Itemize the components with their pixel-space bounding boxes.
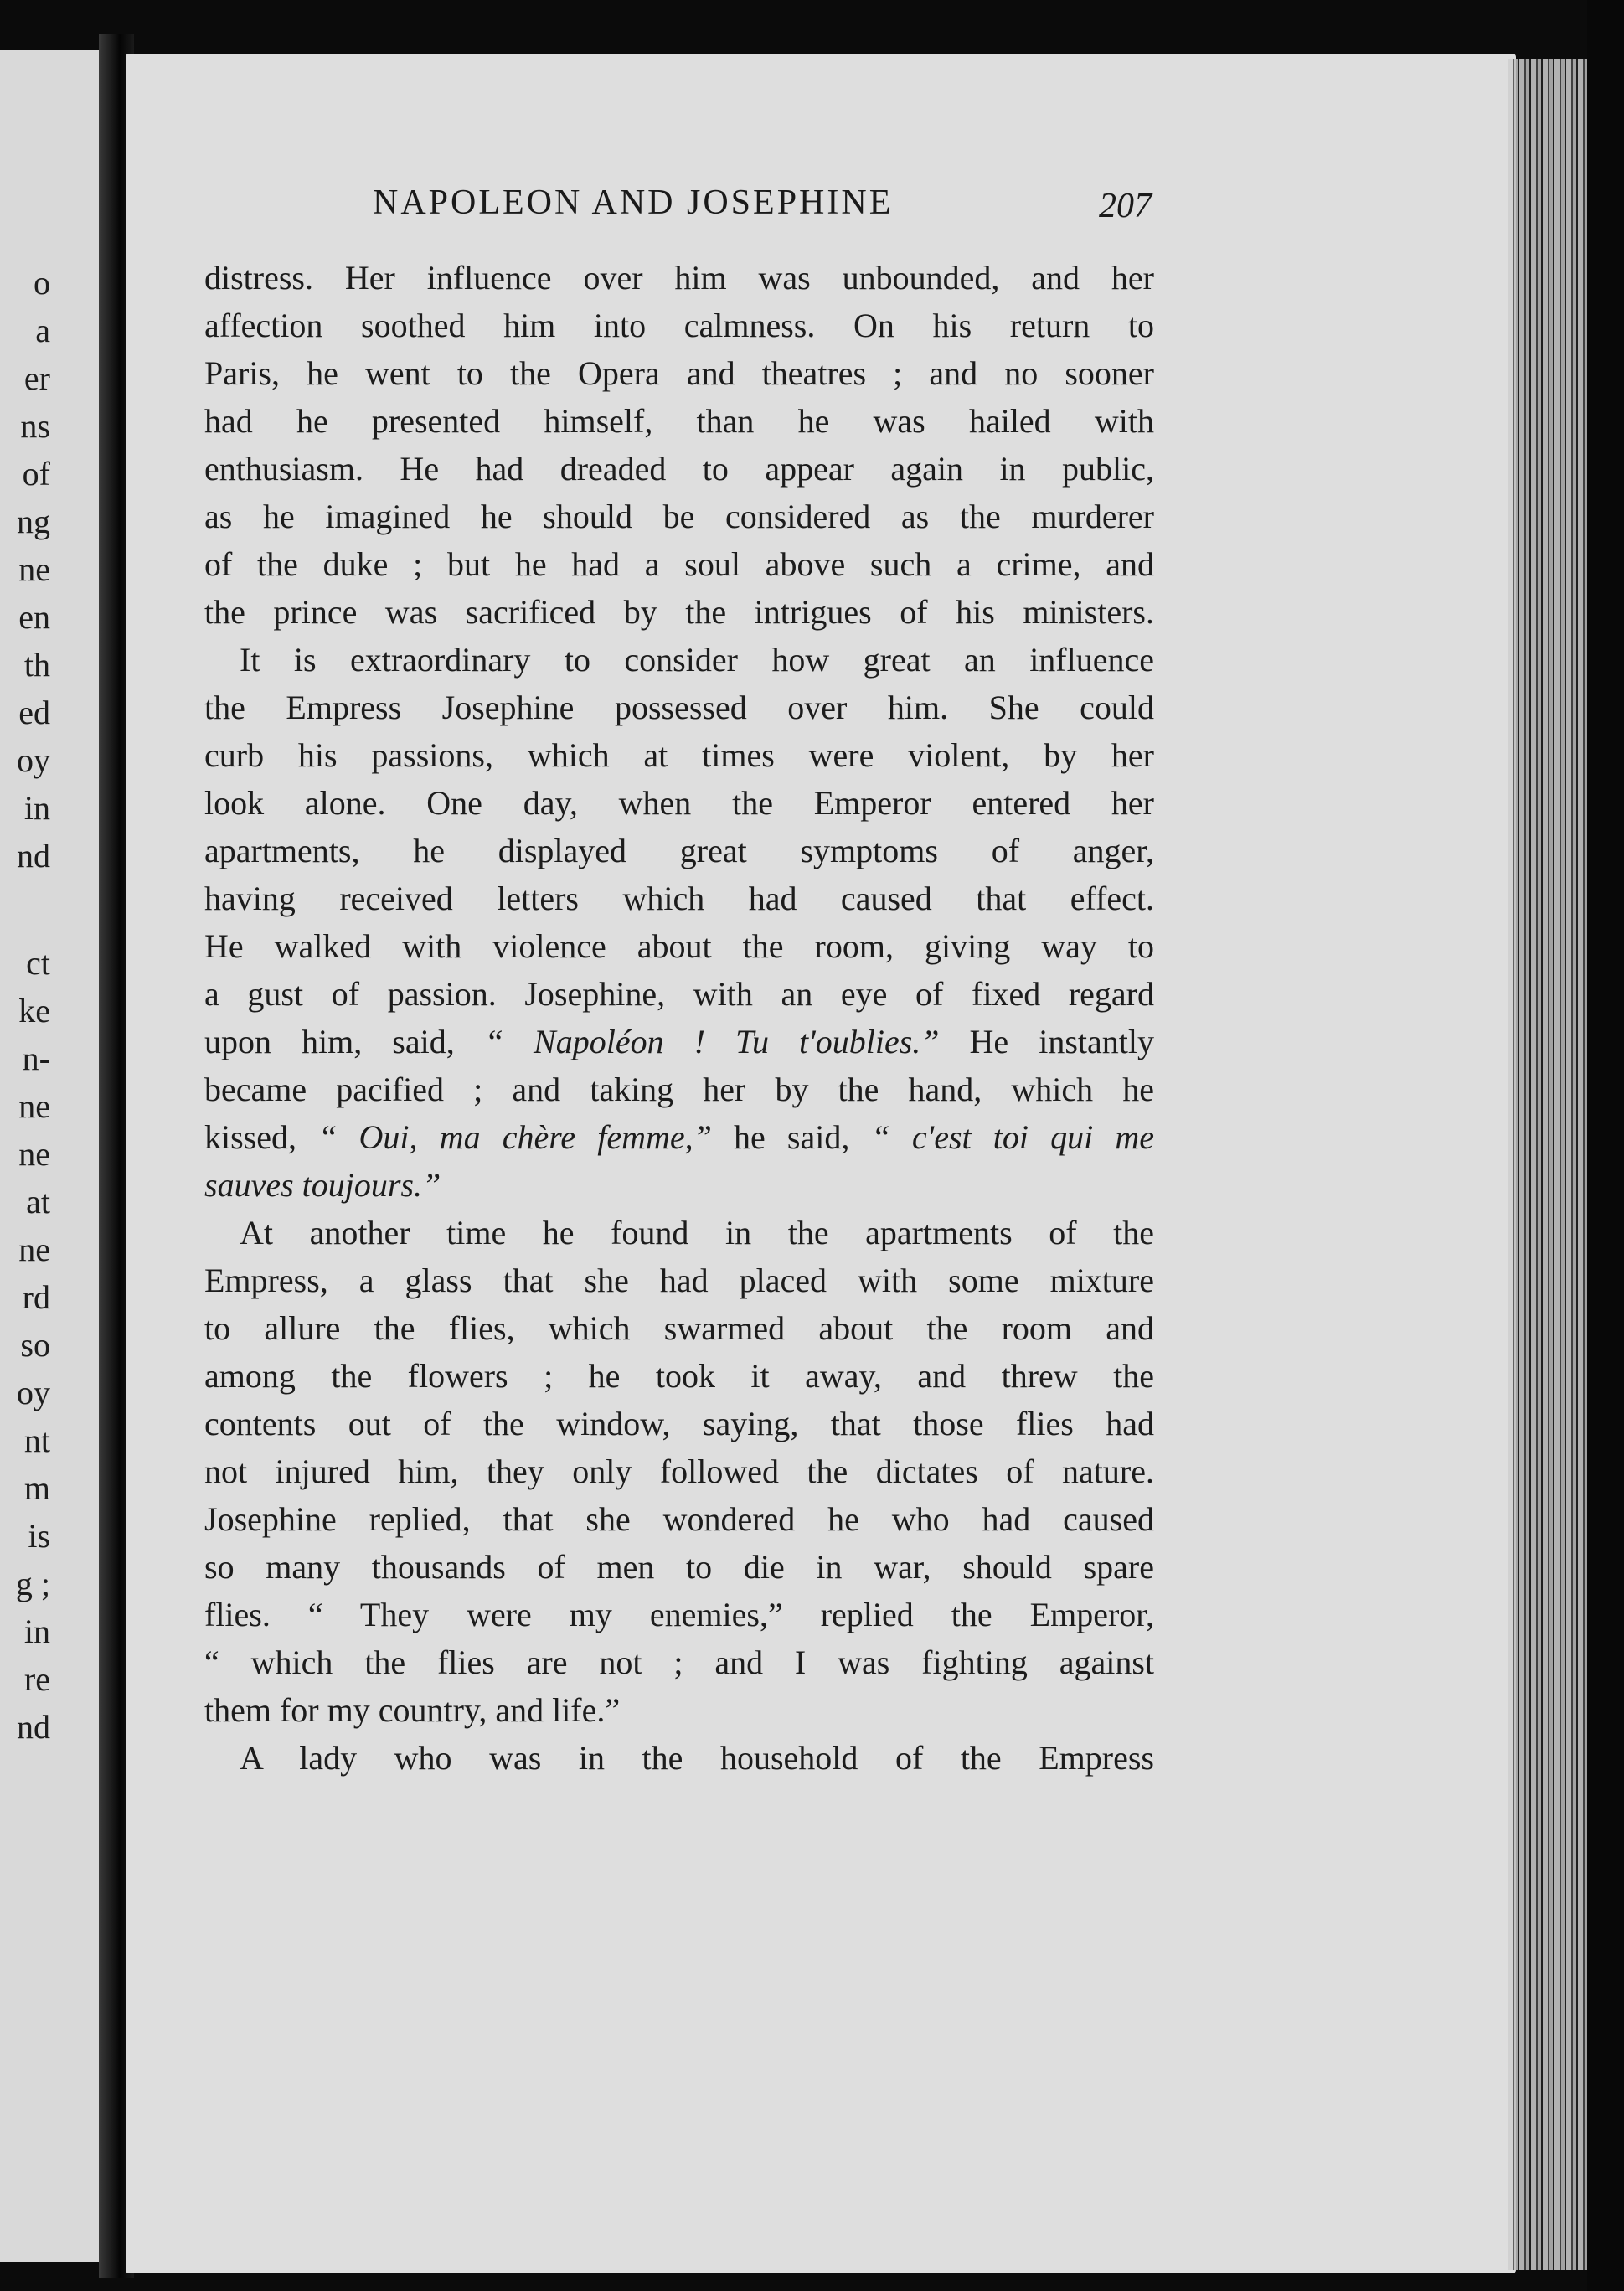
italic-quote: “ Oui, ma chère femme,” bbox=[318, 1118, 712, 1156]
fragment: en bbox=[18, 598, 50, 636]
text-line: the Empress Josephine possessed over him. She could bbox=[204, 689, 1154, 726]
text-line-mixed bbox=[204, 1018, 1154, 1066]
text-line: Josephine replied, that she wondered he who had caused bbox=[204, 1500, 1154, 1538]
text-line: to allure the flies, which swarmed about the room and bbox=[204, 1309, 1154, 1347]
italic-quote: “ Napoléon ! Tu t'oublies.” bbox=[484, 1023, 940, 1060]
text-line: a gust of passion. Josephine, with an eye of fixed regard bbox=[204, 975, 1154, 1013]
text-line: contents out of the window, saying, that those flies had bbox=[204, 1405, 1154, 1442]
italic-quote: sauves toujours.” bbox=[204, 1166, 441, 1204]
fragment: is bbox=[28, 1517, 50, 1555]
fragment: ed bbox=[18, 694, 50, 731]
text-line: having received letters which had caused that effect. bbox=[204, 880, 1154, 917]
text-fragment: he said, bbox=[734, 1118, 850, 1156]
text-line: “ which the flies are not ; and I was fighting against bbox=[204, 1643, 1154, 1681]
running-title: NAPOLEON AND JOSEPHINE bbox=[373, 183, 894, 222]
text-line-mixed bbox=[204, 1113, 1154, 1161]
fragment: a bbox=[35, 312, 50, 349]
italic-quote: “ c'est toi qui me bbox=[871, 1118, 1155, 1156]
text-line bbox=[204, 1161, 1154, 1209]
text-line: apartments, he displayed great symptoms of anger, bbox=[204, 832, 1154, 869]
fragment: ct bbox=[26, 944, 50, 982]
text-line: as he imagined he should be considered as the murderer bbox=[204, 498, 1154, 535]
text-line: Paris, he went to the Opera and theatres ; and no sooner bbox=[204, 354, 1154, 392]
text-line: among the flowers ; he took it away, and threw the bbox=[204, 1357, 1154, 1395]
fragment: o bbox=[34, 264, 50, 302]
text-line: of the duke ; but he had a soul above such a crime, and bbox=[204, 545, 1154, 583]
text-line: affection soothed him into calmness. On his return to bbox=[204, 307, 1154, 344]
fragment: in bbox=[23, 1612, 50, 1650]
fragment: g ; bbox=[15, 1565, 50, 1602]
fragment: m bbox=[23, 1469, 50, 1507]
fragment: oy bbox=[17, 741, 50, 779]
text-line: look alone. One day, when the Emperor entered her bbox=[204, 784, 1154, 822]
page-edges bbox=[1508, 59, 1600, 2270]
text-line: them for my country, and life.” bbox=[204, 1691, 621, 1729]
text-line: A lady who was in the household of the Empress bbox=[240, 1739, 1154, 1777]
page-number: 207 bbox=[1099, 187, 1152, 225]
fragment: oy bbox=[17, 1374, 50, 1411]
fragment: nt bbox=[23, 1422, 50, 1459]
text-fragment: He instantly bbox=[969, 1023, 1154, 1060]
text-line: At another time he found in the apartments of the bbox=[240, 1214, 1154, 1251]
fragment: th bbox=[23, 646, 50, 684]
fragment: of bbox=[22, 455, 50, 493]
text-fragment: kissed, bbox=[204, 1118, 296, 1156]
background-edge bbox=[1587, 0, 1624, 2291]
text-line: distress. Her influence over him was unbounded, and her bbox=[204, 259, 1154, 297]
text-line: not injured him, they only followed the dictates of nature. bbox=[204, 1453, 1154, 1490]
text-line: became pacified ; and taking her by the hand, which he bbox=[204, 1071, 1154, 1108]
text-line: He walked with violence about the room, giving way to bbox=[204, 927, 1154, 965]
fragment: er bbox=[23, 359, 50, 397]
fragment: at bbox=[26, 1183, 50, 1220]
body-text bbox=[204, 254, 1154, 1782]
fragment: nd bbox=[17, 1708, 50, 1746]
fragment: ne bbox=[18, 1135, 50, 1173]
fragment: ke bbox=[18, 992, 50, 1029]
text-line: It is extraordinary to consider how great an influence bbox=[240, 641, 1154, 679]
text-line: the prince was sacrificed by the intrigues of his ministers. bbox=[204, 593, 1154, 631]
text-line: so many thousands of men to die in war, should spare bbox=[204, 1548, 1154, 1586]
text-line: Empress, a glass that she had placed with some mixture bbox=[204, 1262, 1154, 1299]
fragment: ne bbox=[18, 1087, 50, 1125]
text-line: flies. “ They were my enemies,” replied the Emperor, bbox=[204, 1596, 1154, 1633]
fragment: rd bbox=[22, 1278, 50, 1316]
fragment: nd bbox=[17, 837, 50, 875]
fragment: ne bbox=[18, 1231, 50, 1268]
fragment: n- bbox=[22, 1040, 50, 1077]
text-line: enthusiasm. He had dreaded to appear again in public, bbox=[204, 450, 1154, 488]
fragment: ns bbox=[20, 407, 50, 445]
text-fragment: upon him, said, bbox=[204, 1023, 455, 1060]
fragment: so bbox=[20, 1326, 50, 1364]
text-line: had he presented himself, than he was hailed with bbox=[204, 402, 1154, 440]
fragment: in bbox=[23, 789, 50, 827]
text-line: curb his passions, which at times were violent, by her bbox=[204, 736, 1154, 774]
fragment: ng bbox=[17, 503, 50, 540]
fragment: re bbox=[23, 1660, 50, 1698]
fragment: ne bbox=[18, 550, 50, 588]
